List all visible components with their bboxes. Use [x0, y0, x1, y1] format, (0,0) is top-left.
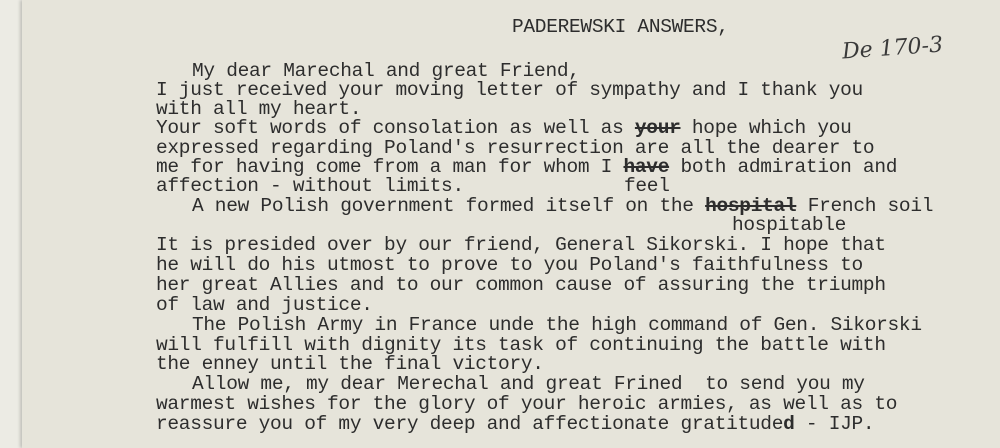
- struck-word: have: [623, 156, 670, 178]
- archive-reference-handwritten: De 170-3: [841, 32, 944, 65]
- body-line: [156, 415, 874, 435]
- body-line: the enney until the final victory.: [156, 353, 544, 375]
- line-text: French soil: [796, 195, 934, 217]
- line-text: reassure you of my very deep and affectionate gratitude: [156, 413, 784, 435]
- salutation: My dear Marechal and great Friend,: [192, 60, 580, 82]
- body-line: warmest wishes for the glory of your heroic armies, as well as to: [156, 393, 898, 415]
- body-line: The Polish Army in France unde the high command of Gen. Sikorski: [192, 314, 922, 336]
- body-line: her great Allies and to our common cause of assuring the triumph: [156, 274, 886, 296]
- body-line: It is presided over by our friend, General Sikorski. I hope that: [156, 234, 886, 256]
- struck-word: your: [634, 117, 681, 139]
- interlinear-correction: hospitable: [732, 214, 847, 236]
- body-line: with all my heart.: [156, 98, 362, 120]
- overtyped-letter: d: [783, 413, 795, 435]
- line-text: A new Polish government formed itself on the: [192, 195, 706, 217]
- body-line: I just received your moving letter of sympathy and I thank you: [156, 79, 863, 101]
- line-text: me for having come from a man for whom I: [156, 156, 624, 178]
- line-text: hope which you: [680, 117, 852, 139]
- signature-initials: - IJP.: [794, 413, 875, 435]
- interlinear-correction: feel: [624, 175, 670, 197]
- line-text: Your soft words of consolation as well as: [156, 117, 635, 139]
- body-line: expressed regarding Poland's resurrection are all the dearer to: [156, 137, 875, 159]
- body-line: will fulfill with dignity its task of continuing the battle with: [156, 334, 886, 356]
- body-line: affection - without limits.: [156, 175, 464, 197]
- line-text: both admiration and: [669, 156, 898, 178]
- body-line: Allow me, my dear Merechal and great Frined to send you my: [192, 373, 865, 395]
- body-line: [156, 119, 852, 139]
- body-line: he will do his utmost to prove to you Poland's faithfulness to: [156, 254, 863, 276]
- letter-header: PADEREWSKI ANSWERS,: [512, 16, 729, 38]
- struck-word: hospital: [705, 195, 797, 217]
- body-line: of law and justice.: [156, 294, 373, 316]
